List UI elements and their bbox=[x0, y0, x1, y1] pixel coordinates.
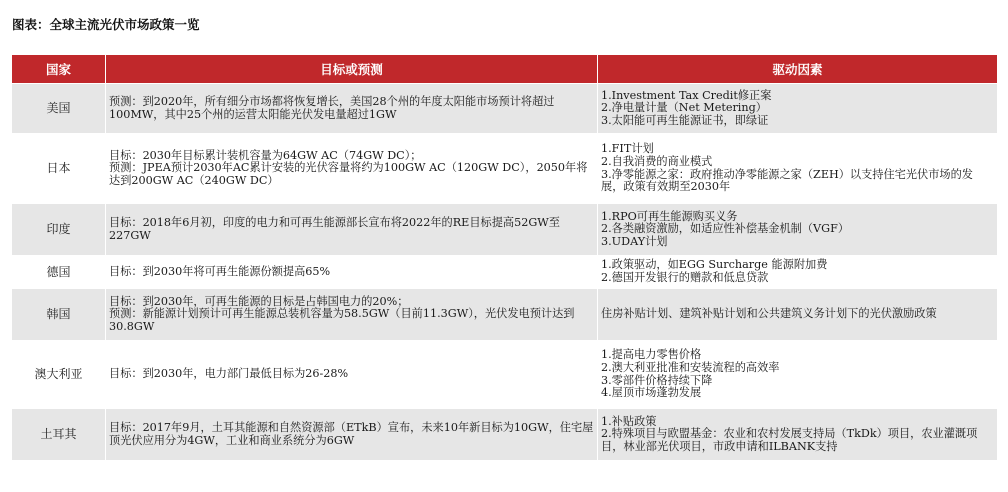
target-cell bbox=[106, 289, 598, 341]
table-row bbox=[12, 289, 998, 341]
header-target: 目标或预测 bbox=[106, 55, 598, 84]
driver-item: 2.德国开发银行的赠款和低息贷款 bbox=[601, 271, 769, 284]
target-line: 目标：到2030年，可再生能源的目标是占韩国电力的20%； bbox=[109, 294, 409, 308]
country-cell: 韩国 bbox=[12, 289, 106, 341]
target-line: 预测：JPEA预计2030年AC累计安装的光伏容量将约为100GW AC（120GW DC），2050年将达到200GW AC（240GW DC） bbox=[109, 161, 588, 187]
table-row bbox=[12, 84, 998, 134]
driver-item: 1.RPO可再生能源购买义务 bbox=[601, 209, 738, 223]
country-cell: 印度 bbox=[12, 204, 106, 256]
policy-table bbox=[11, 54, 998, 461]
target-cell bbox=[106, 134, 598, 204]
drivers-cell bbox=[598, 256, 998, 289]
target-cell bbox=[106, 409, 598, 461]
driver-item: 住房补贴计划、建筑补贴计划和公共建筑义务计划下的光伏激励政策 bbox=[601, 307, 937, 321]
country-cell: 德国 bbox=[12, 256, 106, 289]
drivers-cell bbox=[598, 341, 998, 409]
table-row bbox=[12, 204, 998, 256]
driver-item: 1.FIT计划 bbox=[601, 142, 654, 156]
driver-item: 1.政策驱动，如EGG Surcharge 能源附加费 bbox=[601, 258, 828, 272]
table-row bbox=[12, 256, 998, 289]
country-cell: 澳大利亚 bbox=[12, 341, 106, 409]
driver-item: 1.Investment Tax Credit修正案 bbox=[601, 88, 772, 102]
table-body bbox=[12, 84, 998, 461]
table-row bbox=[12, 134, 998, 204]
driver-item: 2.澳大利亚批准和安装流程的高效率 bbox=[601, 360, 780, 374]
header-row bbox=[12, 55, 998, 84]
target-cell bbox=[106, 256, 598, 289]
target-cell bbox=[106, 84, 598, 134]
figure-caption: 图表：全球主流光伏市场政策一览 bbox=[12, 17, 200, 32]
target-cell bbox=[106, 204, 598, 256]
target-line: 目标：2017年9月，土耳其能源和自然资源部（ETkB）宣布，未来10年新目标为10GW，住宅屋顶光伏应用分为4GW，工业和商业系统分为6GW bbox=[109, 420, 594, 447]
target-cell bbox=[106, 341, 598, 409]
header-country: 国家 bbox=[12, 55, 106, 84]
target-line: 预测：新能源计划预计可再生能源总装机容量为58.5GW（目前11.3GW），光伏发电预计达到30.8GW bbox=[109, 307, 575, 333]
driver-item: 3.零部件价格持续下降 bbox=[601, 373, 713, 387]
driver-item: 3.净零能源之家：政府推动净零能源之家（ZEH）以支持住宅光伏市场的发展，政策有效期至2030年 bbox=[601, 167, 973, 194]
country-cell: 土耳其 bbox=[12, 409, 106, 461]
target-line: 目标：到2030年，电力部门最低目标为26-28% bbox=[109, 367, 349, 381]
drivers-cell bbox=[598, 289, 998, 341]
driver-item: 3.UDAY计划 bbox=[601, 234, 668, 248]
drivers-cell bbox=[598, 84, 998, 134]
drivers-cell bbox=[598, 134, 998, 204]
country-cell: 美国 bbox=[12, 84, 106, 134]
target-line: 目标：2018年6月初，印度的电力和可再生能源部长宣布将2022年的RE目标提高52GW至227GW bbox=[109, 215, 560, 242]
driver-item: 4.屋顶市场蓬勃发展 bbox=[601, 386, 702, 400]
target-line: 预测：到2020年，所有细分市场都将恢复增长，美国28个州的年度太阳能市场预计将超过100MW，其中25个州的运营太阳能光伏发电量超过1GW bbox=[109, 94, 555, 121]
header-drivers: 驱动因素 bbox=[598, 55, 998, 84]
target-line: 目标：2030年目标累计装机容量为64GW AC（74GW DC）； bbox=[109, 148, 422, 162]
driver-item: 1.提高电力零售价格 bbox=[601, 348, 702, 362]
driver-item: 2.自我消费的商业模式 bbox=[601, 154, 713, 168]
target-line: 目标：到2030年将可再生能源份额提高65% bbox=[109, 264, 331, 278]
driver-item: 2.净电量计量（Net Metering） bbox=[601, 101, 767, 115]
drivers-cell bbox=[598, 204, 998, 256]
table-row bbox=[12, 341, 998, 409]
driver-item: 3.太阳能可再生能源证书，即绿证 bbox=[601, 113, 769, 127]
country-cell: 日本 bbox=[12, 134, 106, 204]
drivers-cell bbox=[598, 409, 998, 461]
driver-item: 2.特殊项目与欧盟基金：农业和农村发展支持局（TkDk）项目，农业灌溉项目，林业部光伏项目，市政申请和ILBANK支持 bbox=[601, 427, 978, 453]
driver-item: 1.补贴政策 bbox=[601, 414, 657, 428]
driver-item: 2.各类融资激励，如适应性补偿基金机制（VGF） bbox=[601, 222, 850, 236]
table-row bbox=[12, 409, 998, 461]
